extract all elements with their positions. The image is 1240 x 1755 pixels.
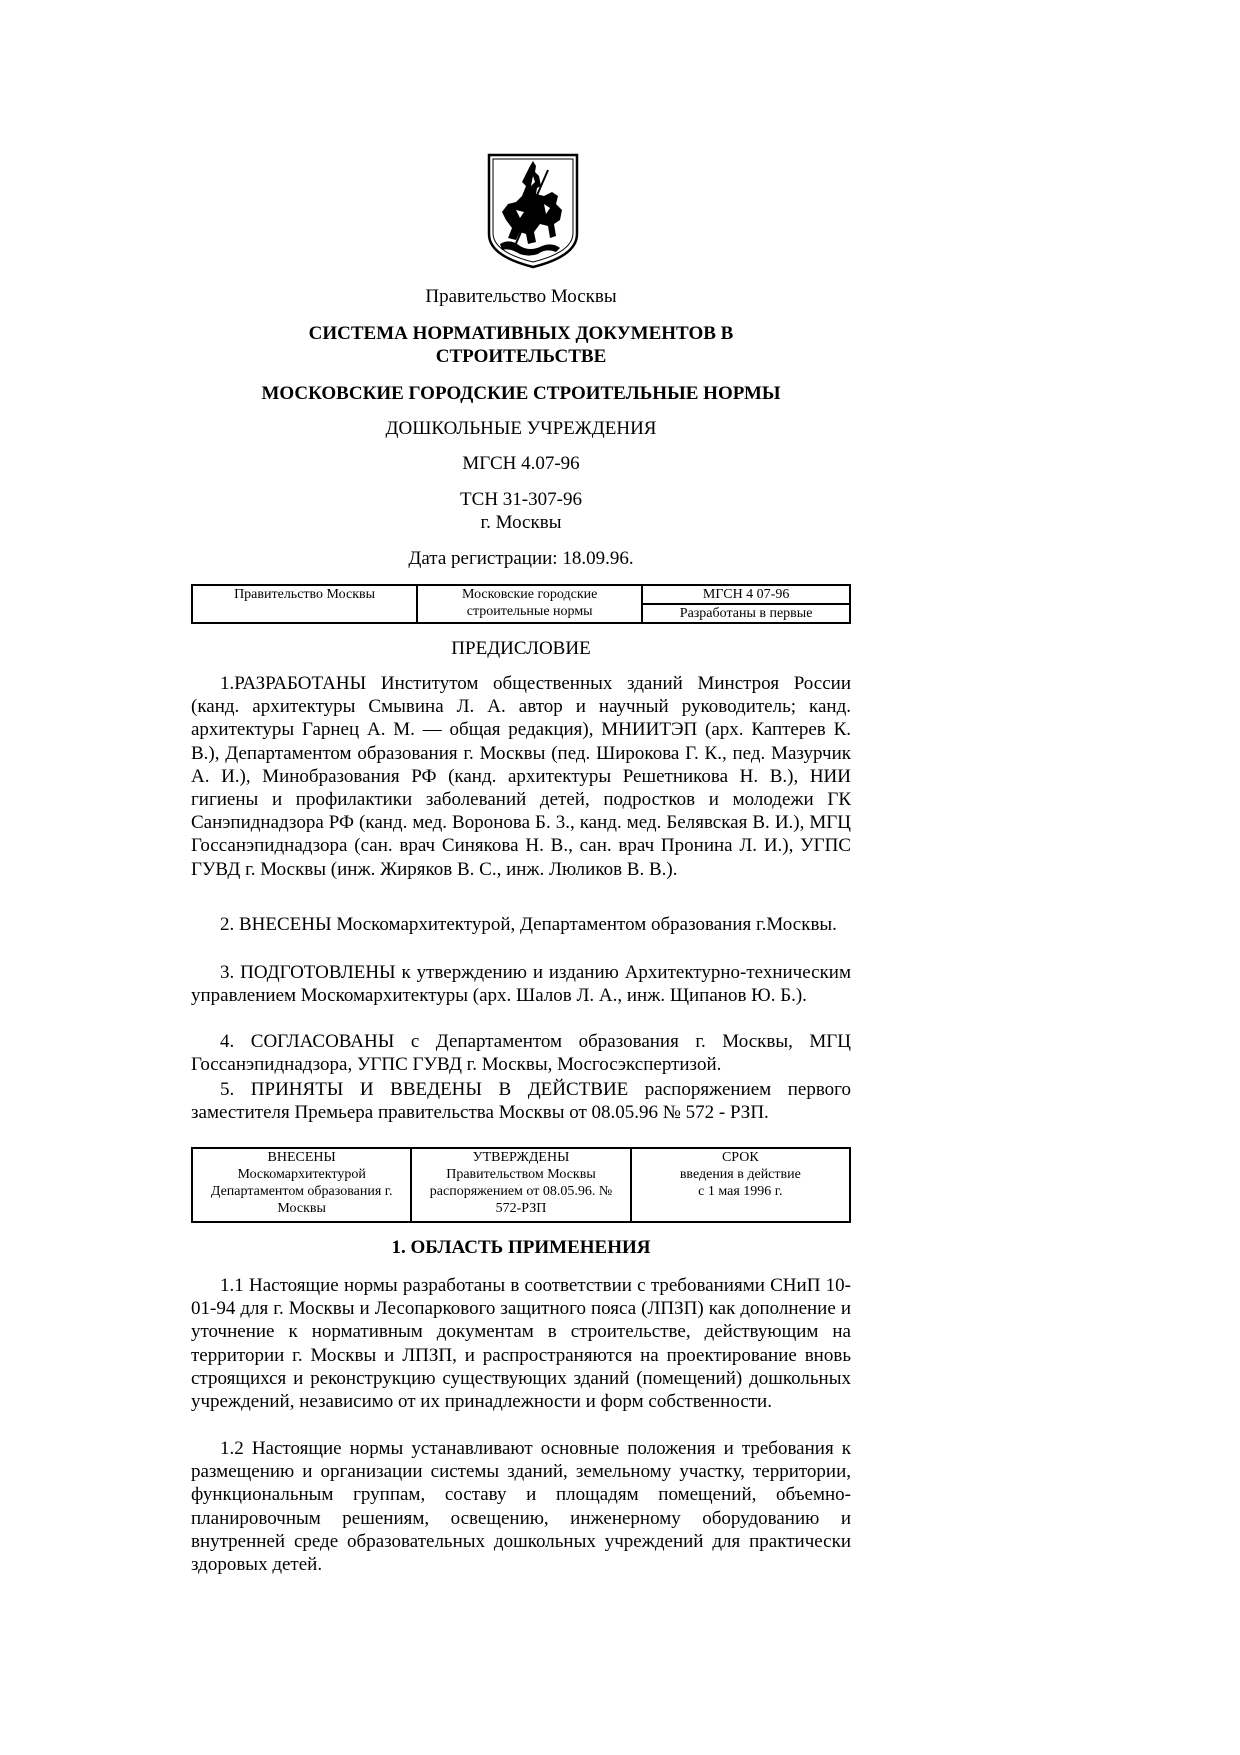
- info-cell-norms: Московские городские строительные нормы: [417, 585, 642, 623]
- info-cell-code: МГСН 4 07-96: [642, 585, 850, 604]
- approval-approved-line1: Правительством Москвы: [446, 1167, 596, 1182]
- registration-date: Дата регистрации: 18.09.96.: [408, 548, 634, 569]
- approval-term-head: СРОК: [721, 1150, 759, 1165]
- preface-paragraph-3: 3. ПОДГОТОВЛЕНЫ к утверждению и изданию Архитектурно-техническим управлением Москомархитектуры (арх. Шалов Л. А., инж. Щипанов Ю. Б.).: [191, 962, 851, 1007]
- tsn-code-city: г. Москвы: [480, 512, 562, 533]
- preface-paragraph-5: 5. ПРИНЯТЫ И ВВЕДЕНЫ В ДЕЙСТВИЕ распоряжением первого заместителя Премьера правительства Москвы от 08.05.96 № 572 - РЗП.: [191, 1079, 851, 1124]
- preface-paragraph-4: 4. СОГЛАСОВАНЫ с Департаментом образования г. Москвы, МГЦ Госсанэпиднадзора, УГПС ГУВД г. Москвы, Мосгосэкспертизой.: [191, 1031, 851, 1076]
- government-heading: Правительство Москвы: [425, 286, 617, 307]
- info-cell-developed: Разработаны в первые: [642, 604, 850, 623]
- subject-title: ДОШКОЛЬНЫЕ УЧРЕЖДЕНИЯ: [385, 418, 657, 439]
- approval-term-line1: введения в действие: [679, 1167, 801, 1182]
- approval-submitted-line2: Департаментом образования г.: [210, 1184, 393, 1199]
- preface-paragraph-1: 1.РАЗРАБОТАНЫ Институтом общественных зданий Минстроя России (канд. архитектуры Смывина Л. А. автор и научный руководитель; канд. архитектуры Гарнец А. М. — общая редакция), МНИИТЭП (арх. Каптерев К. В.), Департаментом образования г. Москвы (пед. Широкова Г. К., пед. Мазурчик А. И.), Минобразования РФ (канд. архитектуры Решетникова Н. В.), НИИ гигиены и профилактики заболеваний детей, подростков и молодежи ГК Санэпиднадзора РФ (канд. мед. Воронова Б. 3., канд. мед. Белявская В. И.), МГЦ Госсанэпиднадзора (сан. врач Синякова Н. В., сан. врач Пронина Л. И.), УГПС ГУВД г. Москвы (инж. Жиряков В. С., инж. Люликов В. В.).: [191, 673, 851, 880]
- preface-title: ПРЕДИСЛОВИЕ: [451, 638, 591, 659]
- approval-submitted-line1: Москомархитектурой: [237, 1167, 366, 1182]
- approval-table: [191, 1147, 851, 1223]
- moscow-coat-of-arms-icon: [486, 152, 580, 270]
- approval-approved-line3: 572-РЗП: [495, 1201, 547, 1216]
- tsn-code: [191, 488, 851, 534]
- norms-title: МОСКОВСКИЕ ГОРОДСКИЕ СТРОИТЕЛЬНЫЕ НОРМЫ: [261, 383, 781, 404]
- approval-cell-approved: [411, 1148, 630, 1222]
- approval-submitted-head: ВНЕСЕНЫ: [267, 1150, 336, 1165]
- approval-approved-head: УТВЕРЖДЕНЫ: [472, 1150, 570, 1165]
- document-info-table: [191, 584, 851, 624]
- preface-paragraph-2: 2. ВНЕСЕНЫ Москомархитектурой, Департаментом образования г.Москвы.: [220, 914, 837, 935]
- mgsn-code: МГСН 4.07-96: [462, 453, 580, 474]
- scope-title: 1. ОБЛАСТЬ ПРИМЕНЕНИЯ: [391, 1237, 651, 1258]
- info-cell-government: Правительство Москвы: [192, 585, 417, 623]
- tsn-code-number: ТСН 31-307-96: [460, 489, 582, 510]
- approval-term-line2: с 1 мая 1996 г.: [698, 1184, 783, 1199]
- approval-cell-term: [631, 1148, 850, 1222]
- approval-submitted-line3: Москвы: [277, 1201, 326, 1216]
- scope-paragraph-1: 1.1 Настоящие нормы разработаны в соответствии с требованиями СНиП 10-01-94 для г. Москвы и Лесопаркового защитного пояса (ЛПЗП) как дополнение и уточнение к нормативным документам в строительстве, действующим на территории г. Москвы и ЛПЗП, и распространяются на проектирование вновь строящихся и реконструкцию существующих зданий (помещений) дошкольных учреждений, независимо от их принадлежности и форм собственности.: [191, 1275, 851, 1413]
- system-title: СИСТЕМА НОРМАТИВНЫХ ДОКУМЕНТОВ В СТРОИТЕЛЬСТВЕ: [308, 323, 734, 367]
- scope-paragraph-2: 1.2 Настоящие нормы устанавливают основные положения и требования к размещению и организации системы зданий, земельному участку, территории, функциональным группам, составу и площадям помещений, объемно-планировочным решениям, освещению, инженерному оборудованию и внутренней среде образовательных дошкольных учреждений для практически здоровых детей.: [191, 1438, 851, 1576]
- approval-cell-submitted: [192, 1148, 411, 1222]
- approval-approved-line2: распоряжением от 08.05.96. №: [429, 1184, 613, 1199]
